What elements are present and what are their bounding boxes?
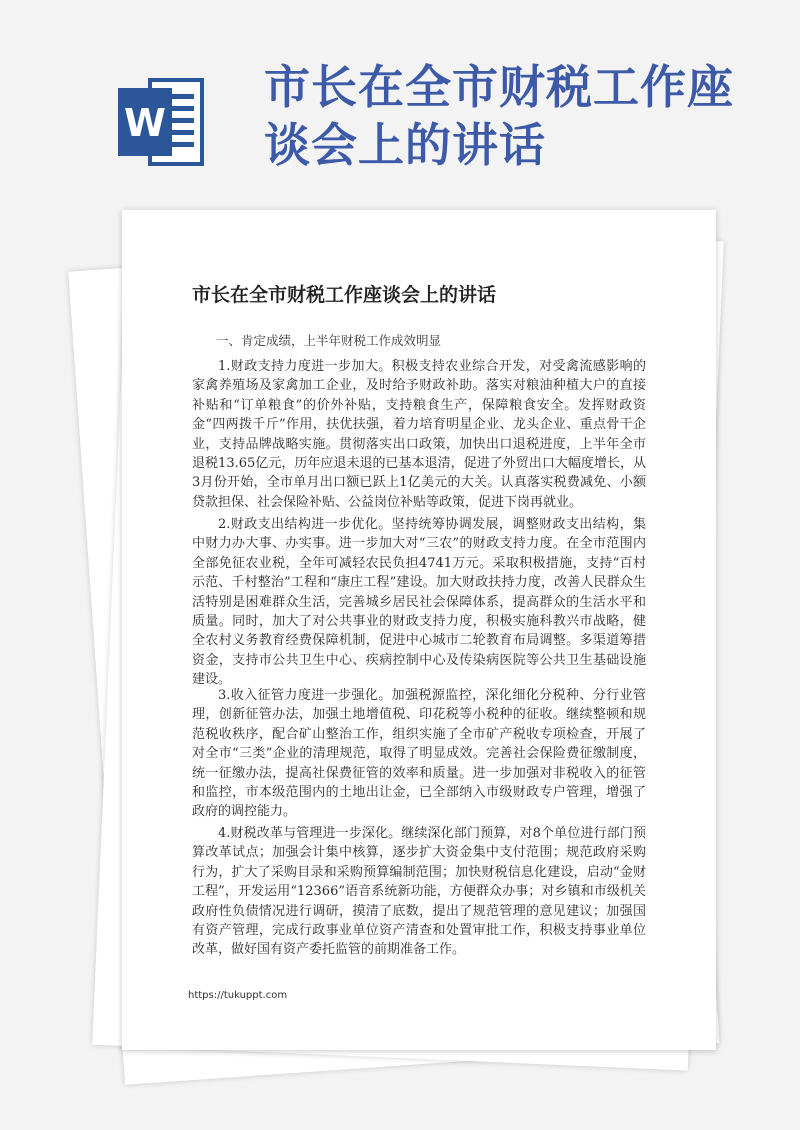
document-page	[122, 210, 716, 1050]
section-heading: 一、肯定成绩，上半年财税工作成效明显	[216, 333, 442, 348]
word-icon-letter: W	[124, 101, 166, 145]
document-title: 市长在全市财税工作座谈会上的讲话	[192, 284, 497, 306]
paragraph-3: 3.收入征管力度进一步强化。加强税源监控，深化细化分税种、分行业管理，创新征管办法，加强土地增值税、印花税等小税种的征收。继续整顿和规范税收秩序，配合矿山整治工作，组织实施了全市矿产税收专项检查，开展了对全市“三类”企业的清理规范，取得了明显成效。完善社会保险费征缴制度，统一征缴办法，提高社保费征管的效率和质量。进一步加强对非税收入的征管和监控，市本级范围内的土地出让金，已全部纳入市级财政专户管理，增强了政府的调控能力。	[192, 688, 646, 820]
paragraph-4: 4.财税改革与管理进一步深化。继续深化部门预算，对8个单位进行部门预算改革试点；加强会计集中核算，逐步扩大资金集中支付范围；规范政府采购行为，扩大了采购目录和采购预算编制范围；加快财税信息化建设，启动“金财工程”，开发运用“12366”语音系统新功能，方便群众办事；对乡镇和市级机关政府性负债情况进行调研，摸清了底数，提出了规范管理的意见建议；加强国有资产管理，完成行政事业单位资产清查和处置审批工作，积极支持事业单位改革，做好国有资产委托监管的前期准备工作。	[192, 826, 646, 958]
word-document-icon	[112, 72, 212, 172]
paragraph-2: 2.财政支出结构进一步优化。坚持统筹协调发展，调整财政支出结构，集中财力办大事、办实事。进一步加大对“三农”的财政支持力度。在全市范围内全部免征农业税，全年可减轻农民负担4741万元。采取积极措施，支持“百村示范、千村整治”工程和“康庄工程”建设。加大财政扶持力度，改善人民群众生活特别是困难群众生活，完善城乡居民社会保障体系，提高群众的生活水平和质量。同时，加大了对公共事业的财政支持力度，积极实施科教兴市战略，健全农村义务教育经费保障机制，促进中心城市二轮教育布局调整。多渠道筹措资金，支持市公共卫生中心、疾病控制中心及传染病医院等公共卫生基础设施建设。	[192, 517, 646, 688]
header-title: 市长在全市财税工作座谈会上的讲话	[264, 60, 734, 172]
footer-url[interactable]: https://tukuppt.com	[188, 990, 288, 1001]
paragraph-1: 1.财政支持力度进一步加大。积极支持农业综合开发，对受禽流感影响的家禽养殖场及家禽加工企业，及时给予财政补助。落实对粮油种植大户的直接补贴和“订单粮食”的价外补贴，支持粮食生产，保障粮食安全。发挥财政资金“四两拨千斤”作用，扶优扶强，着力培育明星企业、龙头企业、重点骨干企业，支持品牌战略实施。贯彻落实出口政策，加快出口退税进度，上半年全市退税13.65亿元，历年应退未退的已基本退清，促进了外贸出口大幅度增长，从3月份开始，全市单月出口额已跃上1亿美元的大关。认真落实税费减免、小额贷款担保、社会保险补贴、公益岗位补贴等政策，促进下岗再就业。	[192, 359, 646, 510]
